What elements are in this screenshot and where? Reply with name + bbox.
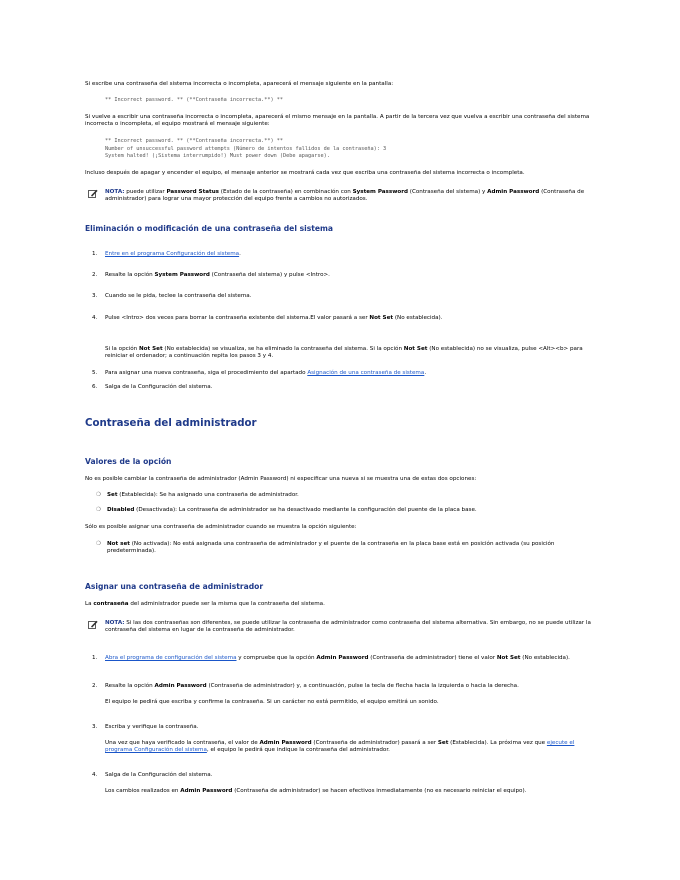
error-message-code-line: System halted! (¡Sistema interrumpido!) Must power down (Debe apagarse). (105, 153, 330, 159)
step-detail: Los cambios realizados en Admin Password (Contraseña de administrador) se hacen efectivos inmediatamente (no es necesario reiniciar el equipo). (105, 788, 527, 794)
values-paragraph: No es posible cambiar la contraseña de administrador (Admin Password) ni especificar una nueva si se muestra una de estas dos opciones: (85, 476, 477, 482)
section-heading: Eliminación o modificación de una contraseña del sistema (85, 224, 334, 233)
bullet-icon: ❍ (96, 541, 102, 547)
run-setup-link[interactable]: ejecute el programa Configuración del sistema (105, 740, 575, 754)
repeat-paragraph: Si vuelve a escribir una contraseña incorrecta o incompleta, aparecerá el mismo mensaje en la pantalla. A partir de la tercera vez que vuelva a escribir una contraseña del sistema incorrecta o incompleta, el equipo mostrará el mensaje siguiente: (85, 114, 590, 128)
step-detail: Una vez que haya verificado la contraseña, el valor de Admin Password (Contraseña de administrador) pasará a ser Set (Establecida). La próxima vez que ejecute el programa Configuración del sistema, el equipo le pedirá que indique la contraseña del administrador. (105, 740, 575, 754)
error-message-code-line: Number of unsuccessful password attempts (Número de intentos fallidos de la contraseña): 3 (105, 145, 387, 152)
section-heading: Asignar una contraseña de administrador (85, 582, 264, 591)
restart-paragraph: Incluso después de apagar y encender el equipo, el mensaje anterior se mostrará cada vez que escriba una contraseña del sistema incorrecta o incompleta. (85, 170, 525, 176)
note-pencil-icon (88, 189, 98, 198)
error-message-code: ** Incorrect password. ** (**Contraseña incorrecta.**) ** (105, 97, 284, 103)
assign-system-password-link[interactable]: Asignación de una contraseña de sistema (307, 370, 425, 376)
page-section-title: Contraseña del administrador (85, 418, 257, 429)
step-detail: El equipo le pedirá que escriba y confirme la contraseña. Si un carácter no está permitido, el equipo emitirá un sonido. (105, 699, 439, 705)
note-pencil-icon (88, 620, 98, 629)
error-message-code-line: ** Incorrect password. ** (**Contraseña incorrecta.**) ** (105, 138, 284, 144)
system-setup-link[interactable]: Entre en el programa Configuración del sistema (105, 251, 240, 257)
bullet-icon: ❍ (96, 507, 102, 513)
only-paragraph: Sólo es posible asignar una contraseña de administrador cuando se muestra la opción siguiente: (85, 524, 357, 530)
assign-paragraph: La contraseña del administrador puede ser la misma que la contraseña del sistema. (85, 601, 325, 607)
open-setup-link[interactable]: Abra el programa de configuración del sistema (105, 655, 237, 661)
bullet-icon: ❍ (96, 492, 102, 498)
step-detail: Si la opción Not Set (No establecida) se visualiza, se ha eliminado la contraseña del sistema. Si la opción Not Set (No establecida) no se visualiza, pulse <Alt><b> para reiniciar el ordenador; a continuación repita los pasos 3 y 4. (105, 346, 583, 360)
note-text: NOTA: Si las dos contraseñas son diferentes, se puede utilizar la contraseña de administrador como contraseña del sistema alternativa. Sin embargo, no se puede utilizar la contraseña del sistema en lugar de la contraseña de administrador. (105, 620, 591, 634)
section-heading: Valores de la opción (85, 457, 172, 466)
note-text: NOTA: puede utilizar Password Status (Estado de la contraseña) en combinación con System Password (Contraseña del sistema) y Admin Password (Contraseña de administrador) para lograr una mayor protección del equipo frente a cambios no autorizados. (105, 189, 585, 203)
intro-paragraph: Si escribe una contraseña del sistema incorrecta o incompleta, aparecerá el mensaje siguiente en la pantalla: (85, 81, 394, 87)
